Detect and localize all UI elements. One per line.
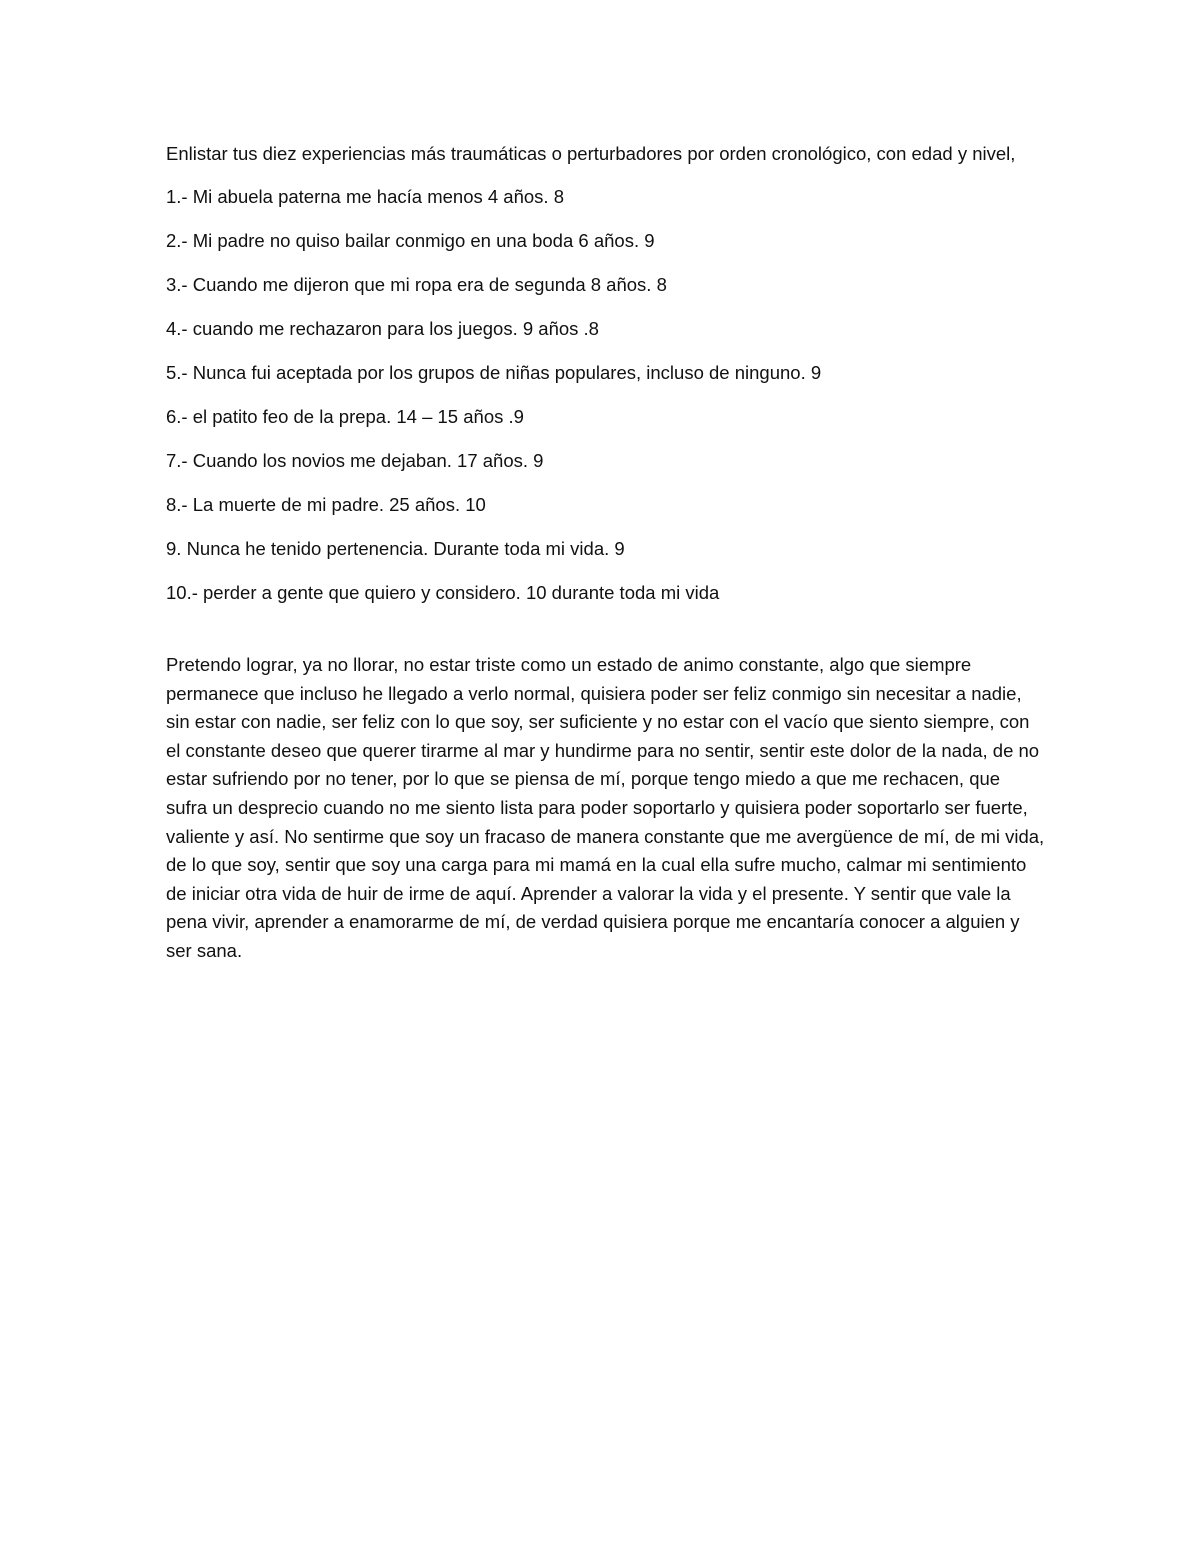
list-item: 5.- Nunca fui aceptada por los grupos de niñas populares, incluso de ninguno. 9 bbox=[166, 362, 822, 383]
list-item: 4.- cuando me rechazaron para los juegos. 9 años .8 bbox=[166, 318, 599, 339]
experience-list bbox=[166, 182, 1046, 607]
document-page bbox=[166, 139, 1046, 966]
list-item: 3.- Cuando me dijeron que mi ropa era de segunda 8 años. 8 bbox=[166, 274, 667, 295]
goals-paragraph: Pretendo lograr, ya no llorar, no estar triste como un estado de animo constante, algo que siempre permanece que incluso he llegado a verlo normal, quisiera poder ser feliz conmigo sin necesitar a nadie, sin estar con nadie, ser feliz con lo que soy, ser suficiente y no estar con el vacío que siento siempre, con el constante deseo que querer tirarme al mar y hundirme para no sentir, sentir este dolor de la nada, de no estar sufriendo por no tener, por lo que se piensa de mí, porque tengo miedo a que me rechacen, que sufra un desprecio cuando no me siento lista para poder soportarlo y quisiera poder soportarlo ser fuerte, valiente y así. No sentirme que soy un fracaso de manera constante que me avergüence de mí, de mi vida, de lo que soy, sentir que soy una carga para mi mamá en la cual ella sufre mucho, calmar mi sentimiento de iniciar otra vida de huir de irme de aquí. Aprender a valorar la vida y el presente. Y sentir que vale la pena vivir, aprender a enamorarme de mí, de verdad quisiera porque me encantaría conocer a alguien y ser sana. bbox=[166, 654, 1045, 961]
list-item: 9. Nunca he tenido pertenencia. Durante toda mi vida. 9 bbox=[166, 538, 625, 559]
list-item: 1.- Mi abuela paterna me hacía menos 4 años. 8 bbox=[166, 186, 564, 207]
list-item: 2.- Mi padre no quiso bailar conmigo en una boda 6 años. 9 bbox=[166, 230, 655, 251]
document-intro: Enlistar tus diez experiencias más traumáticas o perturbadores por orden cronológico, con edad y nivel, bbox=[166, 143, 1016, 164]
list-item: 6.- el patito feo de la prepa. 14 – 15 años .9 bbox=[166, 406, 524, 427]
list-item: 7.- Cuando los novios me dejaban. 17 años. 9 bbox=[166, 450, 544, 471]
list-item: 8.- La muerte de mi padre. 25 años. 10 bbox=[166, 494, 486, 515]
list-item: 10.- perder a gente que quiero y considero. 10 durante toda mi vida bbox=[166, 582, 720, 603]
